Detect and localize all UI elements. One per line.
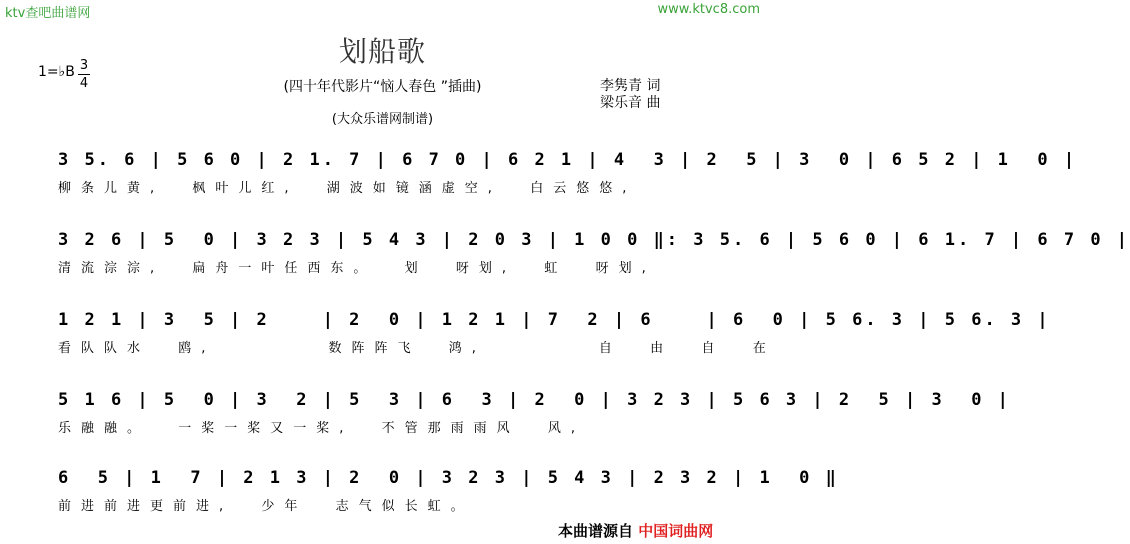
notation-line: 5 1 6 | 5 0 | 3 2 | 5 3 | 6 3 | 2 0 | 3 2 3 | 5 6 3 | 2 5 | 3 0 | — [58, 390, 1011, 410]
time-signature — [78, 58, 90, 91]
notation-line: 6 5 | 1 7 | 2 1 3 | 2 0 | 3 2 3 | 5 4 3 | 2 3 2 | 1 0 ‖ — [58, 468, 839, 488]
time-sig-bottom: 4 — [79, 76, 89, 91]
song-title: 划船歌 — [338, 35, 426, 68]
composer-credit: 梁乐音 曲 — [600, 95, 661, 111]
footer-site: 中国词曲网 — [638, 522, 714, 540]
watermark-left: ktv查吧曲谱网 — [5, 6, 91, 21]
footer-credit — [558, 520, 713, 541]
lyrics-line: 前进前进更前进, 少年 志气似长虹。 — [58, 499, 474, 514]
lyrics-line: 柳条儿黄, 枫叶儿红, 湖波如镜涵虚空, 白云悠悠, — [58, 181, 637, 196]
lyrics-line: 清流淙淙, 扁舟一叶任西东。 划 呀划, 虹 呀划, — [58, 261, 656, 276]
time-sig-top: 3 — [79, 58, 89, 73]
notation-line: 3 2 6 | 5 0 | 3 2 3 | 5 4 3 | 2 0 3 | 1 0 0 ‖: 3 5. 6 | 5 6 0 | 6 1. 7 | 6 7 0 | — [58, 230, 1130, 250]
key-signature: 1=♭B — [38, 64, 75, 80]
notation-line: 1 2 1 | 3 5 | 2 | 2 0 | 1 2 1 | 7 2 | 6 | 6 0 | 5 6. 3 | 5 6. 3 | — [58, 310, 1051, 330]
lyrics-line: 乐融融。 一桨一桨又一桨, 不管那雨雨风 风, — [58, 421, 586, 436]
score-source: (大众乐谱网制谱) — [331, 112, 434, 127]
notation-line: 3 5. 6 | 5 6 0 | 2 1. 7 | 6 7 0 | 6 2 1 | 4 3 | 2 5 | 3 0 | 6 5 2 | 1 0 | — [58, 150, 1078, 170]
song-subtitle: (四十年代影片“恼人春色 ”插曲) — [283, 79, 482, 95]
footer-prefix: 本曲谱源自 — [558, 522, 634, 540]
lyricist-credit: 李隽青 词 — [600, 78, 661, 94]
watermark-right: www.ktvc8.com — [657, 2, 760, 17]
lyrics-line: 看队队水 鸥, 数阵阵飞 鸿, 自 由 自 在 — [58, 341, 776, 356]
